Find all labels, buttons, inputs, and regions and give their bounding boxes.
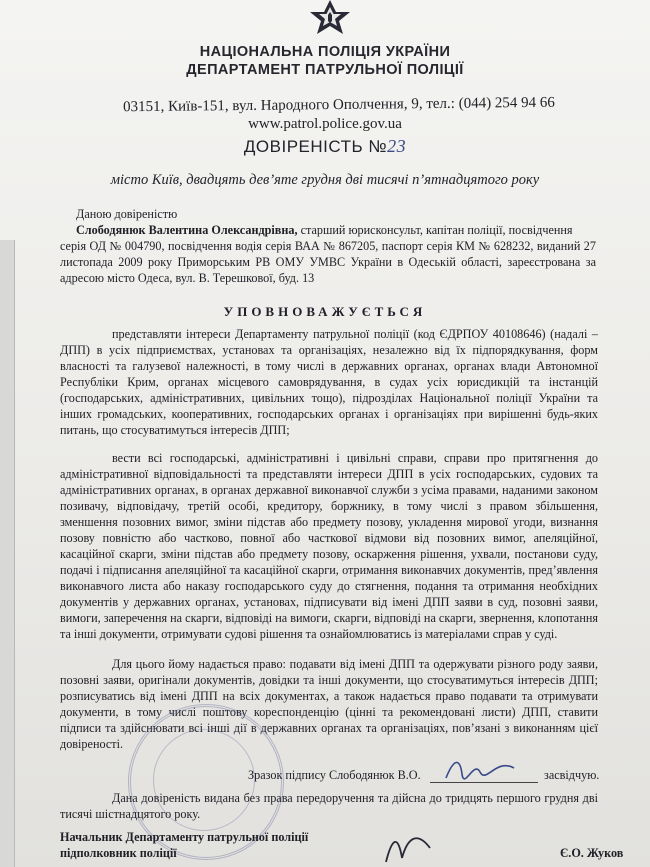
signer-name: Є.О. Жуков (560, 846, 624, 860)
document-title (0, 136, 650, 157)
body-paragraph-3: Для цього йому надається право: подавати від імені ДПП та одержувати різного роду заяви, позовні заяви, оригінали документів, довідки та інші документи, що стосуватимуться інтересів ДПП; розписуватись від імені ДПП на всіх документах, а також надається право подавати та отримувати документи, в тому числі поштову кореспонденцію (цінні та рекомендовані листи) ДПП, ставити підписи та здійснювати всі інші дії в державних органах та організаціях, пов’язані з виконанням цієї довіреності. (60, 657, 598, 751)
police-star-emblem-icon (306, 0, 354, 40)
department-name: ДЕПАРТАМЕНТ ПАТРУЛЬНОЇ ПОЛІЦІЇ (186, 62, 464, 78)
grantor-details-2: серія ОД № 004790, посвідчення водія серія ВАА № 867205, паспорт серія КМ № 628232, виданий 27 листопада 2009 року Приморським РВ ОМУ УМВС України в Одеській області, зареєстрована за адресою місто Одеса, вул. В. Терешкової, буд. 13 (60, 239, 596, 285)
org-name: НАЦІОНАЛЬНА ПОЛІЦІЯ УКРАЇНИ (199, 44, 451, 60)
authorized-heading: УПОВНОВАЖУЄТЬСЯ (223, 304, 427, 319)
specimen-label: Зразок підпису Слободянюк В.О. (248, 768, 421, 782)
address-line: 03151, Київ-151, вул. Народного Ополчення, 9, тел.: (044) 254 94 66 (123, 94, 555, 116)
head-signature-icon (378, 828, 438, 864)
document-number: 23 (387, 136, 407, 156)
validity-paragraph: Дана довіреність видана без права передоручення та дійсна до тридцять першого грудня дві тисячі шістнадцятого року. (60, 791, 598, 821)
specimen-signature-icon (440, 754, 520, 784)
body-paragraph-1: представляти інтереси Департаменту патрульної поліції (код ЄДРПОУ 40108646) (надалі – ДПП) в усіх підприємствах, установах та організаціях, незалежно від їх підпорядкування, форм власності та галузевої належності, в тому числі в державних органах, органах влади Автономної Республіки Крим, органах місцевого самоврядування, в судах усіх юрисдикцій та інстанцій (господарських, адміністративних, цивільних тощо), підрозділах Національної поліції України та інших громадських, кооперативних, господарських органах і організаціях при вирішенні будь-яких питань, що стосуватимуться інтересів ДПП; (60, 327, 598, 437)
grantor-details-1: старший юрисконсульт, капітан поліції, посвідчення (300, 223, 573, 237)
grantor-name: Слободянюк Валентина Олександрівна, (76, 223, 298, 237)
underlying-sheet (0, 240, 15, 867)
signer-position-2: підполковник поліції (60, 846, 177, 860)
grantor-intro: Даною довіреністю (76, 207, 178, 221)
grantor-line-1 (76, 222, 596, 238)
certify-text: засвідчую. (544, 768, 600, 782)
website-line: www.patrol.police.gov.ua (248, 116, 402, 132)
place-date: місто Київ, двадцять дев’яте грудня дві тисячі п’ятнадцятого року (110, 172, 540, 188)
signer-position-1: Начальник Департаменту патрульної поліції (60, 830, 309, 844)
body-paragraph-2: вести всі господарські, адміністративні і цивільні справи, справи про притягнення до адміністративної відповідальності та представляти інтереси ДПП в усіх господарських, судових та адміністративних органах, в органах державної виконавчої служби з усіма правами, наданими законом позивачу, відповідачу, третій особі, кредитору, боржнику, в тому числі з правом збільшення, зменшення позовних вимог, зміни підстав або предмету позову, укладення мирової угоди, визнання позову повністю або частково, повної або часткової відмови від позовних вимог, апеляційної, касаційної скарги, зміни підстав або предмету позову, оскарження рішення, ухвали, постанови суду, подачі і підписання апеляційної та касаційної скарги, отримання виконавчих документів, пред’явлення виконавчого листа або наказу господарського суду до стягнення, подання та отримання необхідних документів у державних органах, установах, підписувати від імені ДПП заяви в суд, позовні заяви, вимоги, заперечення на скарги, відповіді на вимоги, скарги, відповіді на скарги, звернення, клопотання та інші документи, отримувати судові рішення та ознайомлюватись із матеріалами справ у суді. (60, 451, 598, 641)
title-text: ДОВІРЕНІСТЬ № (243, 137, 388, 156)
